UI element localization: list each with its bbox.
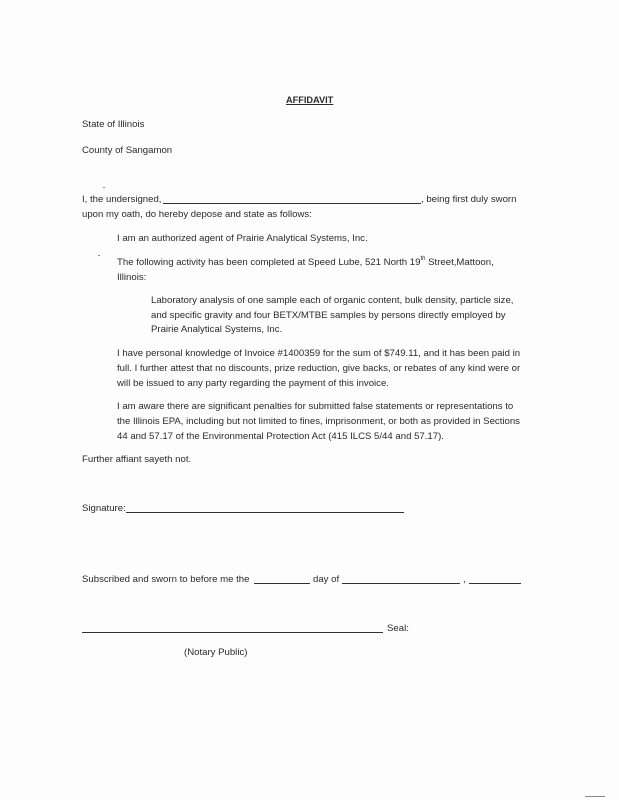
year-blank-line[interactable] [469,583,521,584]
lab-analysis-line-2: and specific gravity and four BETX/MTBE samples by persons directly employed by [151,310,506,321]
activity-line-1 [117,257,494,269]
intro-prefix: I, the undersigned, [82,194,162,205]
ordinal-suffix: th [420,255,426,262]
day-blank-line[interactable] [254,583,310,584]
seal-label: Seal: [387,623,409,634]
agent-statement: I am an authorized agent of Prairie Analytical Systems, Inc. [117,233,368,244]
signature-label: Signature: [82,503,126,514]
scan-speck [98,255,100,256]
state-line: State of Illinois [82,119,145,130]
invoice-line-2: full. I further attest that no discounts, prize reduction, give backs, or rebates of any kind were or [117,363,521,374]
scan-speck [103,187,105,188]
document-title: AFFIDAVIT [286,95,334,105]
notary-public-label: (Notary Public) [184,647,248,658]
penalties-line-1: I am aware there are significant penalties for submitted false statements or representations to [117,401,514,412]
activity-text: The following activity has been completed at Speed Lube, 521 North 19 [117,257,421,268]
invoice-line-1: I have personal knowledge of Invoice #1400359 for the sum of $749.11, and it has been paid in [117,348,521,359]
county-line: County of Sangamon [82,145,173,156]
signature-line[interactable] [126,512,404,513]
lab-analysis-line-3: Prairie Analytical Systems, Inc. [151,324,283,335]
day-of-label: day of [313,574,340,585]
scan-speck [585,796,605,797]
lab-analysis-line-1: Laboratory analysis of one sample each of organic content, bulk density, particle size, [151,295,514,306]
invoice-line-3: will be issued to any party regarding the payment of this invoice. [117,378,389,389]
activity-line-2: Illinois: [117,272,147,283]
activity-street: Street,Mattoon, [425,257,494,268]
penalties-line-2: the Illinois EPA, including but not limited to fines, imprisonment, or both as provided in Sections [117,416,520,427]
affiant-name-line [163,203,421,204]
subscribed-text: Subscribed and sworn to before me the [82,574,250,585]
notary-signature-line[interactable] [82,632,383,633]
month-blank-line[interactable] [342,583,460,584]
intro-suffix: , being first duly sworn [421,194,517,205]
date-comma: , [463,574,466,585]
further-affiant: Further affiant sayeth not. [82,454,192,465]
penalties-line-3: 44 and 57.17 of the Environmental Protection Act (415 ILCS 5/44 and 57.17). [117,431,444,442]
intro-line-2: upon my oath, do hereby depose and state as follows: [82,209,312,220]
